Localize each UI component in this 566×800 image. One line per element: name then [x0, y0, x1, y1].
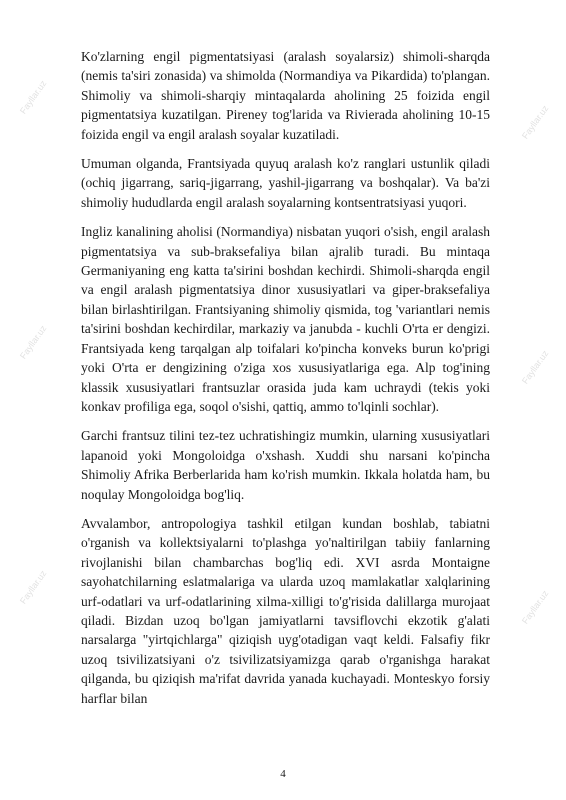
paragraph: Ingliz kanalining aholisi (Normandiya) nisbatan yuqori o'sish, engil aralash pigmentatsiya va sub-braksefaliya bilan ajralib turadi. Bu mintaqa Germaniyaning eng katta ta'sirini boshdan kechirdi. Shimoli-sharqda engil va engil aralash pigmentatsiya dinor xususiyatlari va giper-braksefaliya bilan birlashtirilgan. Frantsiyaning shimoliy qismida, tog 'variantlari nemis ta'sirini boshdan kechirdilar, markaziy va janubda - kuchli O'rta er dengizi. Frantsiyada keng tarqalgan alp toifalari ko'pincha konveks burun ko'prigi yoki O'rta er dengizining o'ziga xos xususiyatlariga ega. Alp tog'ining klassik xususiyatlari frantsuzlar orasida juda kam uchraydi (tekis yoki konkav profiliga ega, soqol o'sishi, qattiq, ammo to'lqinli sochlar). — [81, 224, 490, 414]
watermark: Fayllar.uz — [520, 588, 551, 626]
watermark: Fayllar.uz — [18, 323, 49, 361]
paragraph: Umuman olganda, Frantsiyada quyuq aralash ko'z ranglari ustunlik qiladi (ochiq jigarrang, sariq-jigarrang, yashil-jigarrang va boshqalar). Va ba'zi shimoliy hududlarda engil aralash soyalarning kontsentratsiyasi yuqori. — [81, 156, 490, 210]
watermark: Fayllar.uz — [18, 78, 49, 116]
paragraph: Avvalambor, antropologiya tashkil etilgan kundan boshlab, tabiatni o'rganish va kollektsiyalarni to'plashga yo'naltirilgan tabiiy fanlarning rivojlanishi bilan chambarchas bog'liq edi. XVI asrda Montaigne sayohatchilarning eslatmalariga va ularda uzoq mamlakatlar xalqlarining urf-odatlari va urf-odatlarining xilma-xilligi to'g'risida dalillarga murojaat qiladi. Bizdan uzoq bo'lgan jamiyatlarni tavsiflovchi ekzotik g'alati narsalarga "yirtqichlarga" qiziqish uyg'otadigan vaqt keldi. Falsafiy fikr uzoq tsivilizatsiyani o'z tsivilizatsiyamizga qarab o'rganishga harakat qilganda, bu qiziqish ma'rifat davrida yanada kuchayadi. Monteskyo forsiy harflar bilan — [81, 515, 490, 706]
paragraph: Ko'zlarning engil pigmentatsiyasi (aralash soyalarsiz) shimoli-sharqda (nemis ta'siri zonasida) va shimolda (Normandiya va Pikardida) to'plangan. Shimoliy va shimoli-sharqiy mintaqalarda aholining 25 foizida engil pigmentatsiya kuzatilgan. Pireney tog'larida va Rivierada aholining 10-15 foizida engil va engil aralash soyalar kuzatiladi. — [81, 49, 490, 142]
document-body — [81, 47, 490, 718]
paragraph: Garchi frantsuz tilini tez-tez uchratishingiz mumkin, ularning xususiyatlari lapanoid yoki Mongoloidga o'xshash. Xuddi shu narsani ko'pincha Shimoliy Afrika Berberlarida ham ko'rish mumkin. Ikkala holatda ham, bu noqulay Mongoloidga bog'liq. — [81, 428, 490, 502]
watermark: Fayllar.uz — [520, 103, 551, 141]
page-number: 4 — [280, 768, 286, 780]
watermark: Fayllar.uz — [520, 348, 551, 386]
watermark: Fayllar.uz — [18, 568, 49, 606]
